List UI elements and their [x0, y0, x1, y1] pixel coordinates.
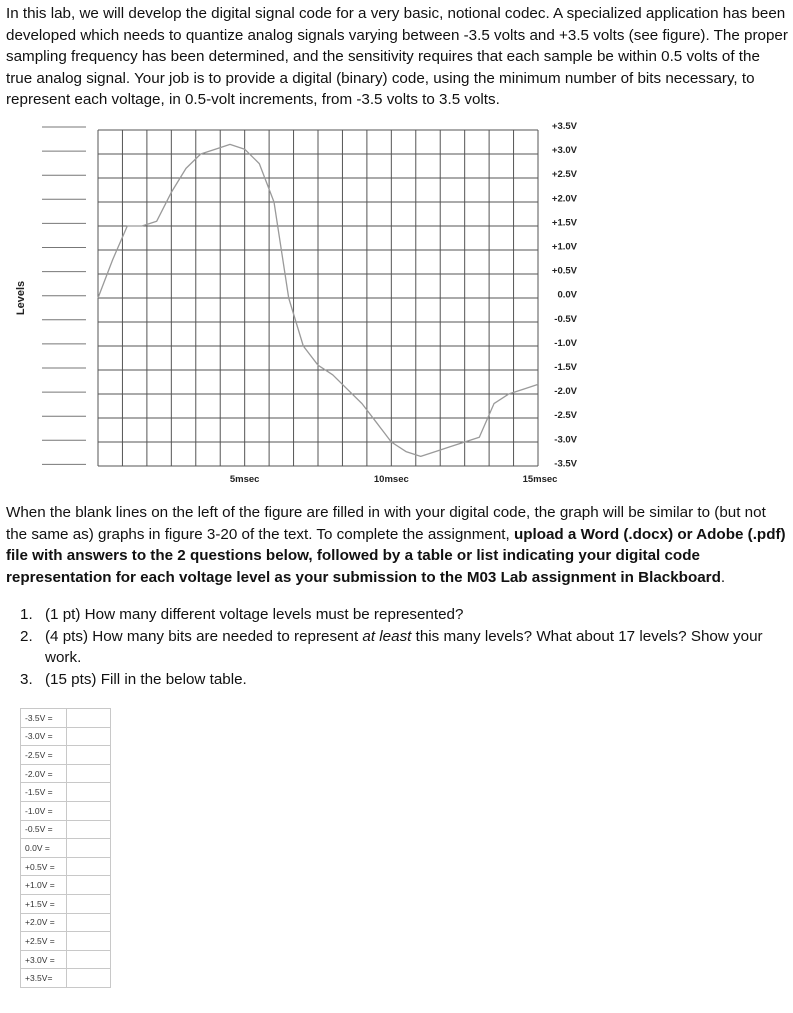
voltage-label: 0.0V = — [21, 839, 67, 858]
question-2-post: this many levels? What about 17 levels? Show your work. — [45, 627, 763, 666]
question-1-text: (1 pt) How many different voltage levels must be represented? — [45, 606, 464, 623]
y-tick-label: -3.5V — [554, 458, 577, 470]
y-tick-label: -1.0V — [554, 337, 577, 349]
question-1-number: 1. — [20, 606, 33, 623]
code-cell[interactable] — [67, 820, 111, 839]
voltage-label: +3.0V = — [21, 950, 67, 969]
voltage-label: +2.0V = — [21, 913, 67, 932]
table-row — [21, 839, 111, 858]
question-2-emphasis: at least — [362, 627, 412, 645]
y-tick-label: +2.0V — [551, 193, 577, 205]
code-cell[interactable] — [67, 727, 111, 746]
voltage-label: +3.5V= — [21, 969, 67, 988]
y-tick-label: +3.5V — [551, 121, 577, 132]
voltage-label: -2.5V = — [21, 746, 67, 765]
voltage-label: -2.0V = — [21, 764, 67, 783]
code-cell[interactable] — [67, 876, 111, 895]
voltage-label: +1.0V = — [21, 876, 67, 895]
y-tick-label: +0.5V — [551, 265, 577, 277]
table-row — [21, 950, 111, 969]
y-tick-label: +3.0V — [551, 145, 577, 157]
x-tick-label: 10msec — [373, 474, 409, 485]
x-tick-label: 5msec — [229, 474, 260, 485]
table-row — [21, 894, 111, 913]
table-row — [21, 801, 111, 820]
code-cell[interactable] — [67, 894, 111, 913]
code-cell[interactable] — [67, 969, 111, 988]
intro-paragraph: In this lab, we will develop the digital signal code for a very basic, notional codec. A specialized application has been developed which needs to quantize analog signals varying between -3.5 volts and +3.5 volts (see figure). The proper sampling frequency has been determined, and the sensitivity requires that each sample be within 0.5 volts of the true analog signal. Your job is to provide a digital (binary) code, using the minimum number of bits necessary, to represent each voltage, in 0.5-volt increments, from -3.5 volts to 3.5 volts. — [6, 5, 788, 108]
table-row — [21, 746, 111, 765]
code-cell[interactable] — [67, 950, 111, 969]
voltage-label: -0.5V = — [21, 820, 67, 839]
question-3-text: (15 pts) Fill in the below table. — [45, 670, 247, 688]
answer-table — [20, 708, 111, 988]
y-tick-label: +2.5V — [551, 169, 577, 181]
question-2-text — [45, 626, 780, 669]
voltage-label: +1.5V = — [21, 894, 67, 913]
code-cell[interactable] — [67, 709, 111, 728]
question-1 — [20, 604, 780, 626]
y-tick-label: -2.0V — [554, 386, 577, 398]
x-tick-label: 15msec — [522, 474, 558, 485]
y-tick-label: -2.5V — [554, 410, 577, 422]
voltage-label: -1.0V = — [21, 801, 67, 820]
voltage-label: +0.5V = — [21, 857, 67, 876]
code-cell[interactable] — [67, 932, 111, 951]
code-cell[interactable] — [67, 857, 111, 876]
instructions-end: . — [720, 568, 726, 586]
instructions-bold: upload a Word (.docx) or Adobe (.pdf) file with answers to the 2 questions below, followed by a table or list indicating your digital code representation for each voltage level as your submission to the M03 Lab assignment in Blackboard — [6, 525, 786, 586]
question-2 — [20, 626, 780, 669]
y-tick-label: +1.5V — [551, 217, 577, 229]
question-2-pre: (4 pts) How many bits are needed to represent — [45, 627, 363, 645]
table-row — [21, 783, 111, 802]
y-tick-label: -0.5V — [554, 313, 577, 325]
code-cell[interactable] — [67, 783, 111, 802]
question-list — [20, 604, 780, 690]
y-axis-label: Levels — [15, 280, 27, 316]
table-row — [21, 727, 111, 746]
voltage-label: +2.5V = — [21, 932, 67, 951]
y-tick-label: +1.0V — [551, 241, 577, 253]
code-cell[interactable] — [67, 913, 111, 932]
table-row — [21, 709, 111, 728]
voltage-label: -1.5V = — [21, 783, 67, 802]
code-cell[interactable] — [67, 839, 111, 858]
code-cell[interactable] — [67, 764, 111, 783]
y-tick-label: 0.0V — [557, 289, 577, 301]
instructions-text: When the blank lines on the left of the figure are filled in with your digital code, the graph will be similar to (but not the same as) graphs in figure 3-20 of the text. To complete the assignment, — [6, 504, 766, 543]
y-tick-label: -1.5V — [554, 362, 577, 373]
table-row — [21, 913, 111, 932]
question-3 — [20, 669, 780, 691]
code-cell[interactable] — [67, 746, 111, 765]
table-row — [21, 932, 111, 951]
table-row — [21, 820, 111, 839]
table-row — [21, 876, 111, 895]
question-2-number: 2. — [20, 627, 33, 645]
signal-figure — [0, 115, 793, 495]
instructions-paragraph — [6, 502, 790, 588]
table-row — [21, 857, 111, 876]
voltage-label: -3.5V = — [21, 709, 67, 728]
code-cell[interactable] — [67, 801, 111, 820]
table-row — [21, 969, 111, 988]
table-row — [21, 764, 111, 783]
y-tick-label: -3.0V — [554, 434, 577, 446]
voltage-label: -3.0V = — [21, 727, 67, 746]
question-3-number: 3. — [20, 670, 33, 688]
